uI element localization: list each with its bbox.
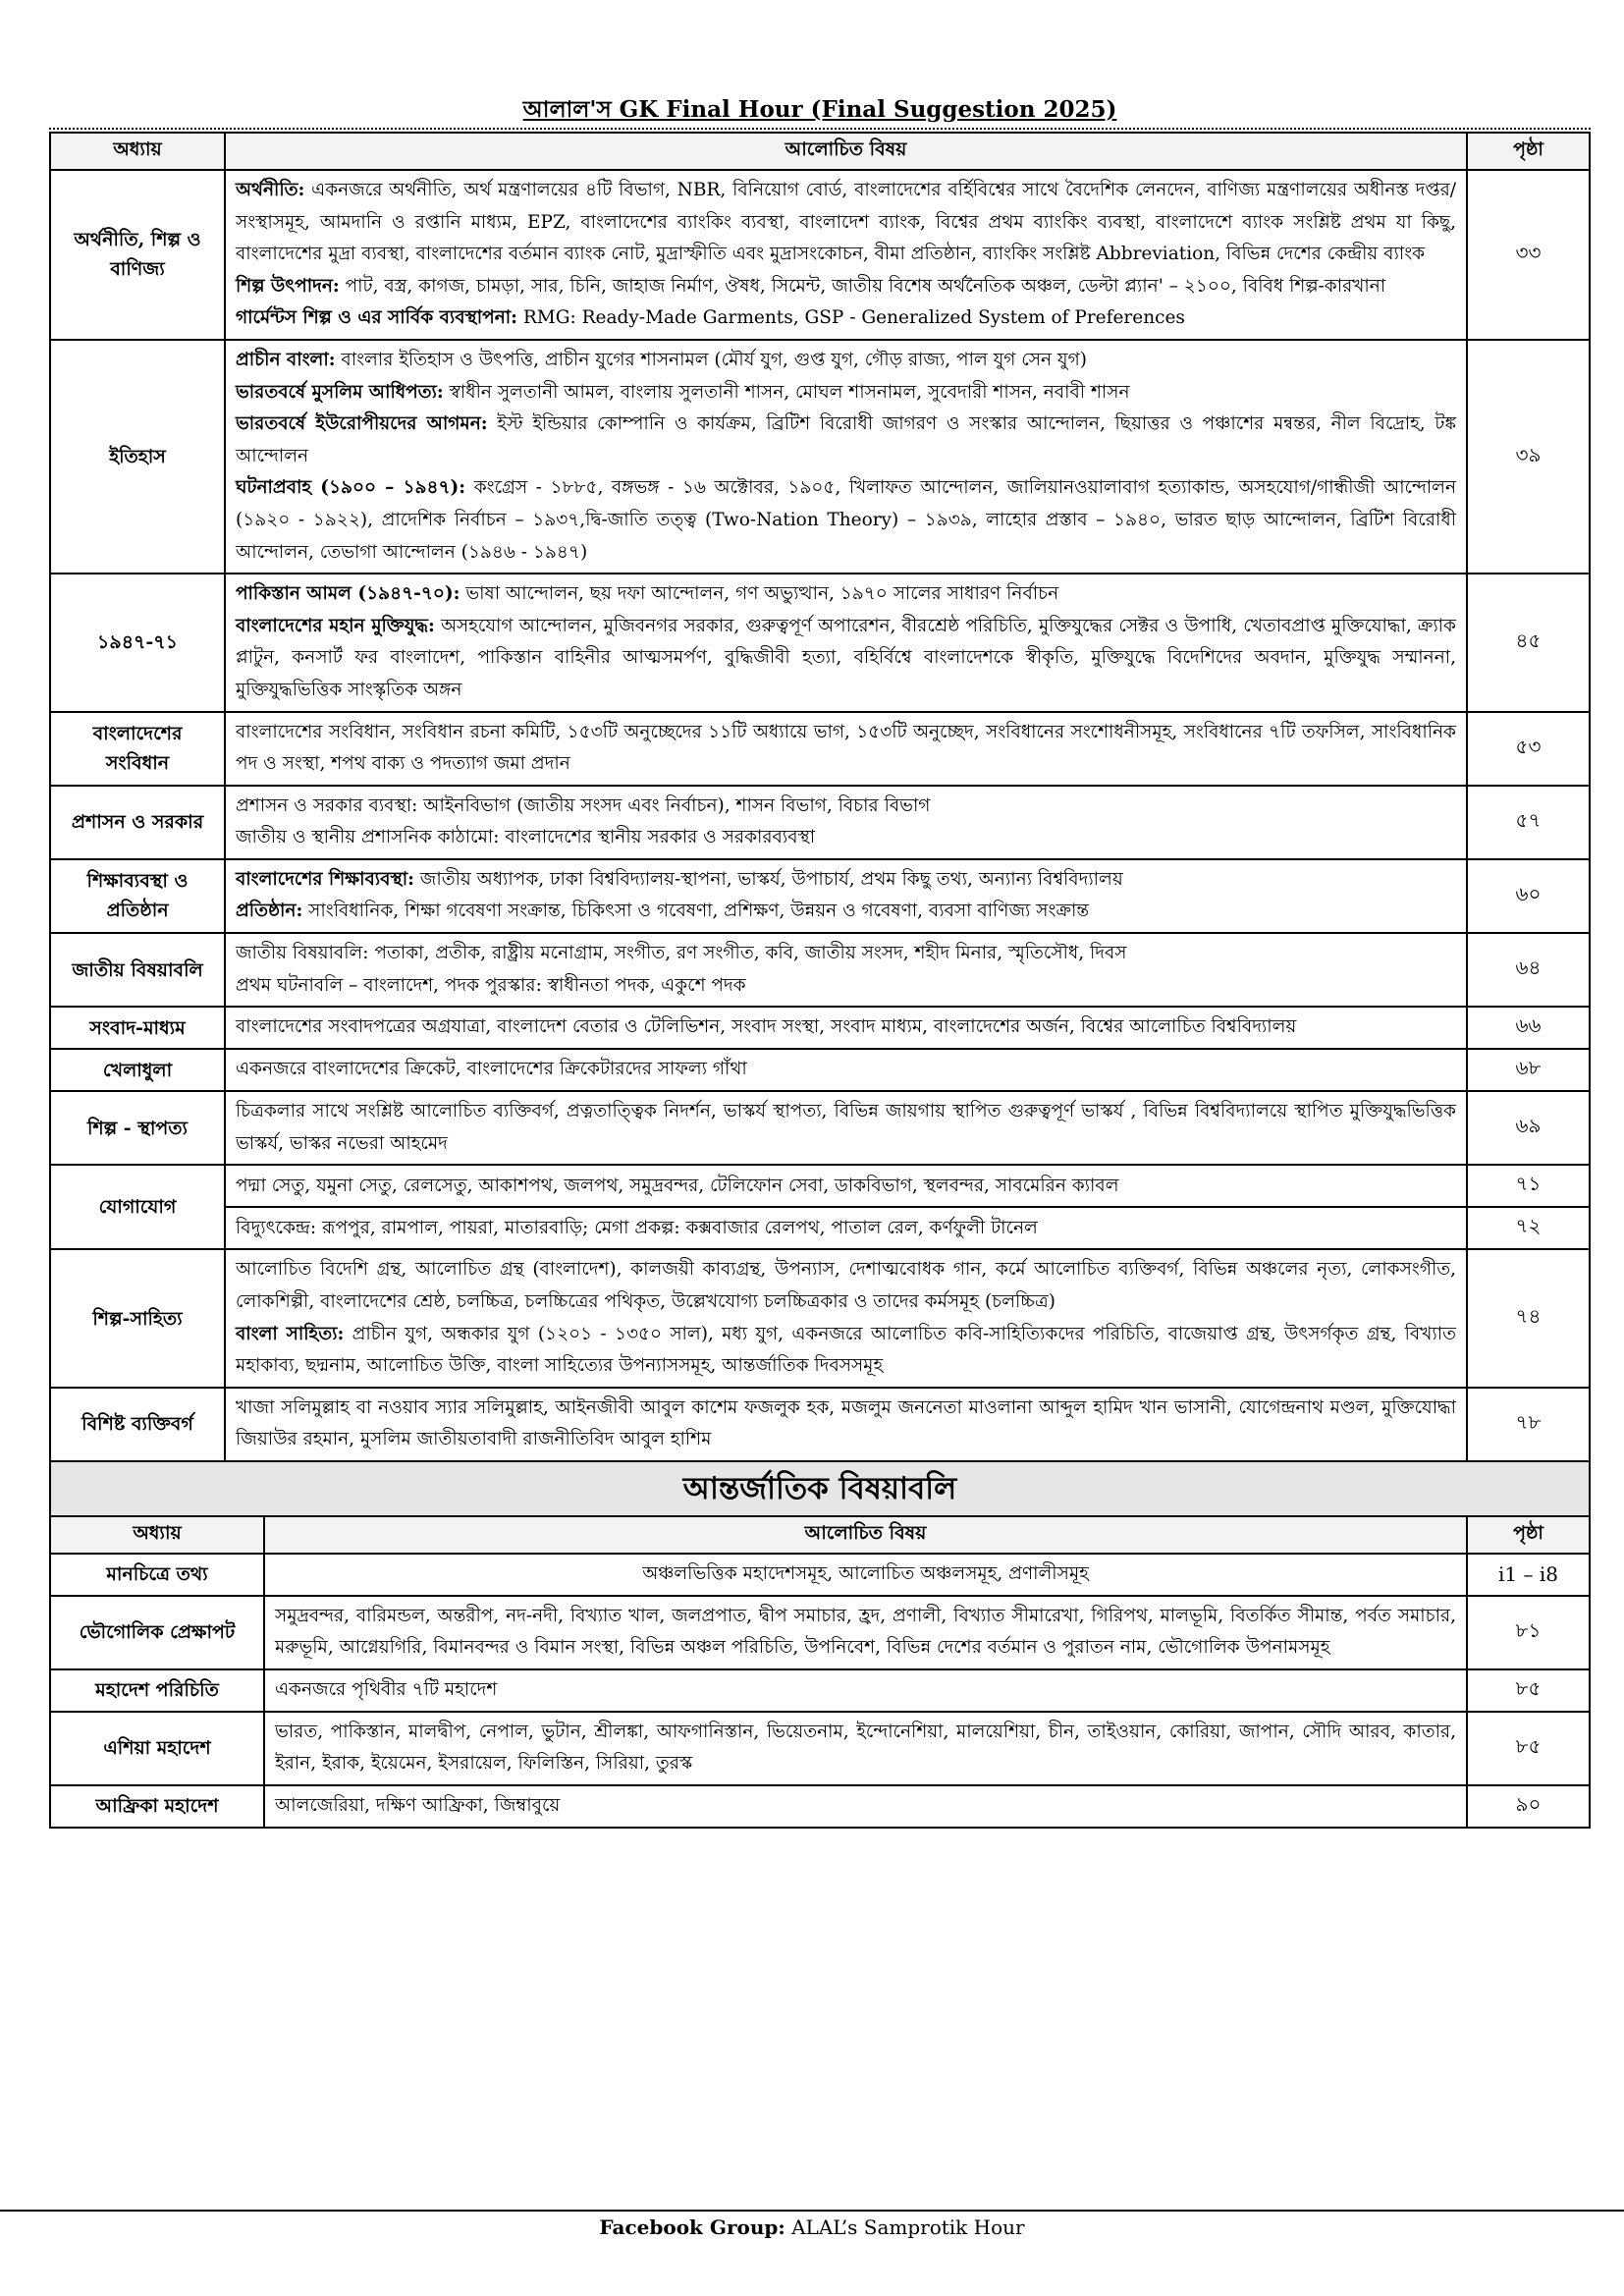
topic-text: ভাষা আন্দোলন, ছয় দফা আন্দোলন, গণ অভ্যুত্থান, ১৯৭০ সালের সাধারণ নির্বাচন	[460, 583, 1059, 605]
topics-cell: আলজেরিয়া, দক্ষিণ আফ্রিকা, জিম্বাবুয়ে	[264, 1785, 1467, 1828]
chapter-cell: প্রশাসন ও সরকার	[50, 786, 225, 859]
table-row	[50, 1007, 1590, 1049]
footer-label: Facebook Group:	[599, 2215, 785, 2239]
topic-text: চিত্রকলার সাথে সংশ্লিষ্ট আলোচিত ব্যক্তিবর্গ, প্রত্নতাত্ত্বিক নিদর্শন, ভাস্কর্য স্থাপত্য, বিভিন্ন জায়গায় স্থাপিত গুরুত্বপূর্ণ ভাস্কর্য , বিভিন্ন বিশ্ববিদ্যালয়ে স্থাপিত মুক্তিযুদ্ধভিত্তিক ভাস্কর্য, ভাস্কর নভেরা আহমেদ	[236, 1101, 1456, 1154]
page-number: ৫৭	[1467, 786, 1590, 859]
chapter-cell: সংবাদ-মাধ্যম	[50, 1007, 225, 1049]
chapter-cell: যোগাযোগ	[50, 1165, 225, 1249]
topic-text: প্রথম ঘটনাবলি – বাংলাদেশ, পদক পুরস্কার: স্বাধীনতা পদক, একুশে পদক	[236, 974, 746, 996]
topic-label: ভারতবর্ষে মুসলিম আধিপত্য:	[236, 381, 444, 403]
topic-text: প্রশাসন ও সরকার ব্যবস্থা: আইনবিভাগ (জাতীয় সংসদ এবং নির্বাচন), শাসন বিভাগ, বিচার বিভাগ	[236, 794, 931, 816]
topic-label: গার্মেন্টস শিল্প ও এর সার্বিক ব্যবস্থাপনা:	[236, 307, 517, 329]
topic-text: জাতীয় বিষয়াবলি: পতাকা, প্রতীক, রাষ্ট্রীয় মনোগ্রাম, সংগীত, রণ সংগীত, কবি, জাতীয় সংসদ, শহীদ মিনার, স্মৃতিসৌধ, দিবস	[236, 943, 1127, 964]
topic-label: বাংলা সাহিত্য:	[236, 1323, 345, 1344]
chapter-cell: জাতীয় বিষয়াবলি	[50, 933, 225, 1007]
page-number: ৬৮	[1467, 1049, 1590, 1091]
col-header-topics: আলোচিত বিষয়	[225, 133, 1467, 170]
table-row	[50, 1165, 1590, 1207]
col-header-page: পৃষ্ঠা	[1467, 133, 1590, 170]
topics-cell	[225, 859, 1467, 933]
topic-line: আলোচিত বিদেশি গ্রন্থ, আলোচিত গ্রন্থ (বাংলাদেশ), কালজয়ী কাব্যগ্রন্থ, উপন্যাস, দেশাত্মবোধক গান, কর্মে আলোচিত ব্যক্তিবর্গ, বিভিন্ন অঞ্চলের নৃত্য, লোকসংগীত, লোকশিল্পী, বাংলাদেশের শ্রেষ্ঠ, চলচ্চিত্র, চলচ্চিত্রের পথিকৃত, উল্লেখযোগ্য চলচ্চিত্রকার ও তাদের কর্মসমূহ (চলচ্চিত্র)	[236, 1259, 1456, 1313]
col-header-topics: আলোচিত বিষয়	[264, 1516, 1467, 1554]
col-header-chapter: অধ্যায়	[50, 1516, 264, 1554]
topic-text: স্বাধীন সুলতানী আমল, বাংলায় সুলতানী শাসন, মোঘল শাসনামল, সুবেদারী শাসন, নবাবী শাসন	[443, 381, 1130, 403]
topic-text: বাংলাদেশের সংবিধান, সংবিধান রচনা কমিটি, ১৫৩টি অনুচ্ছেদের ১১টি অধ্যায়ে ভাগ, ১৫৩টি অনুচ্ছেদ, সংবিধানের সংশোধনীসমূহ, সংবিধানের ৭টি তফসিল, সাংবিধানিক পদ ও সংস্থা, শপথ বাক্য ও পদত্যাগ জমা প্রদান	[236, 721, 1456, 775]
topic-label: বাংলাদেশের শিক্ষাব্যবস্থা:	[236, 868, 414, 890]
topics-cell: অঞ্চলভিত্তিক মহাদেশসমূহ, আলোচিত অঞ্চলসমূহ, প্রণালীসমূহ	[264, 1554, 1467, 1596]
topics-cell	[225, 170, 1467, 340]
topic-text: একনজরে অর্থনীতি, অর্থ মন্ত্রণালয়ের ৪টি বিভাগ, NBR, বিনিয়োগ বোর্ড, বাংলাদেশের বর্হিবিশ্বের সাথে বৈদেশিক লেনদেন, বাণিজ্য মন্ত্রণালয়ের অধীনস্ত দপ্তর/সংস্থাসমূহ, আমদানি ও রপ্তানি মাধ্যম, EPZ, বাংলাদেশের ব্যাংকিং ব্যবস্থা, বাংলাদেশ ব্যাংক, বিশ্বের প্রথম ব্যাংকিং ব্যবস্থা, বাংলাদেশে ব্যাংক সংশ্লিষ্ট প্রথম যা কিছু, বাংলাদেশের মুদ্রা ব্যবস্থা, বাংলাদেশের বর্তমান ব্যাংক নোট, মুদ্রাস্ফীতি এবং মুদ্রাসংকোচন, বীমা প্রতিষ্ঠান, ব্যাংকিং সংশ্লিষ্ট Abbreviation, বিভিন্ন দেশের কেন্দ্রীয় ব্যাংক	[236, 180, 1456, 265]
topic-label: ভারতবর্ষে ইউরোপীয়দের আগমন:	[236, 413, 488, 435]
topics-cell: বিদ্যুৎকেন্দ্র: রূপপুর, রামপাল, পায়রা, মাতারবাড়ি; মেগা প্রকল্প: কক্সবাজার রেলপথ, পাতাল রেল, কর্ণফুলী টানেল	[225, 1207, 1467, 1249]
topics-cell	[225, 574, 1467, 711]
national-topics-table	[49, 132, 1591, 1462]
page-number: ৬৯	[1467, 1091, 1590, 1165]
table-row	[50, 1091, 1590, 1165]
dotted-divider	[49, 128, 1591, 130]
table-row	[50, 340, 1590, 574]
page-number: ৬৬	[1467, 1007, 1590, 1049]
topic-label: অর্থনীতি:	[236, 180, 305, 200]
topics-cell: খাজা সলিমুল্লাহ বা নওয়াব স্যার সলিমুল্লাহ, আইনজীবী আবুল কাশেম ফজলুক হক, মজলুম জননেতা মাওলানা আব্দুল হামিদ খান ভাসানী, যোগেন্দ্রনাথ মণ্ডল, মুক্তিযোদ্ধা জিয়াউর রহমান, মুসলিম জাতীয়তাবাদী রাজনীতিবিদ আবুল হাশিম	[225, 1388, 1467, 1461]
col-header-page: পৃষ্ঠা	[1467, 1516, 1590, 1554]
page-number: ৭১	[1467, 1165, 1590, 1207]
page-number: ৮৫	[1467, 1669, 1590, 1712]
table-row	[50, 574, 1590, 711]
chapter-cell: ১৯৪৭-৭১	[50, 574, 225, 711]
topic-text: অসহযোগ আন্দোলন, মুজিবনগর সরকার, গুরুত্বপূর্ণ অপারেশন, বীরশ্রেষ্ঠ পরিচিতি, মুক্তিযুদ্ধের সেক্টর ও উপাধি, খেতাবপ্রাপ্ত মুক্তিযোদ্ধা, ক্র্যাক প্লাটুন, কনসার্ট ফর বাংলাদেশ, পাকিস্তান বাহিনীর আত্মসমর্পণ, বুদ্ধিজীবী হত্যা, বহির্বিশ্বে বাংলাদেশকে স্বীকৃতি, মুক্তিযুদ্ধে বিদেশিদের অবদান, মুক্তিযুদ্ধ সম্মাননা, মুক্তিযুদ্ধভিত্তিক সাংস্কৃতিক অঙ্গন	[236, 615, 1456, 700]
page-number: ৯০	[1467, 1785, 1590, 1828]
chapter-cell: মহাদেশ পরিচিতি	[50, 1669, 264, 1712]
table-row	[50, 1207, 1590, 1249]
page-number: ৮৫	[1467, 1712, 1590, 1785]
col-header-chapter: অধ্যায়	[50, 133, 225, 170]
chapter-cell: অর্থনীতি, শিল্প ও বাণিজ্য	[50, 170, 225, 340]
table-header-row	[50, 133, 1590, 170]
page-number: ৭৪	[1467, 1249, 1590, 1387]
topic-text: RMG: Ready-Made Garments, GSP - Generalized System of Preferences	[516, 307, 1185, 329]
table-row	[50, 1049, 1590, 1091]
page-number: ৭২	[1467, 1207, 1590, 1249]
topics-cell	[225, 1007, 1467, 1049]
topic-text: একনজরে বাংলাদেশের ক্রিকেট, বাংলাদেশের ক্রিকেটারদের সাফল্য গাঁথা	[236, 1059, 747, 1080]
topics-cell	[225, 786, 1467, 859]
table-row	[50, 1669, 1590, 1712]
page-number: i1 – i8	[1467, 1554, 1590, 1596]
page-number: ৬০	[1467, 859, 1590, 933]
table-header-row	[50, 1516, 1590, 1554]
topic-text: ইস্ট ইন্ডিয়ার কোম্পানি ও কার্যক্রম, ব্রিটিশ বিরোধী জাগরণ ও সংস্কার আন্দোলন, ছিয়াত্তর ও পঞ্চাশের মন্বন্তর, নীল বিদ্রোহ, টঙ্ক আন্দোলন	[236, 413, 1457, 466]
table-row	[50, 933, 1590, 1007]
table-row	[50, 859, 1590, 933]
table-row	[50, 786, 1590, 859]
topics-cell	[225, 712, 1467, 786]
topic-text: জাতীয় অধ্যাপক, ঢাকা বিশ্ববিদ্যালয়-স্থাপনা, ভাস্কর্য, উপাচার্য, প্রথম কিছু তথ্য, অন্যান্য বিশ্ববিদ্যালয়	[413, 868, 1123, 890]
international-section-heading: আন্তর্জাতিক বিষয়াবলি	[49, 1462, 1591, 1515]
table-row	[50, 712, 1590, 786]
chapter-cell: খেলাধুলা	[50, 1049, 225, 1091]
topics-cell	[225, 1049, 1467, 1091]
topics-cell	[225, 933, 1467, 1007]
topic-label: বাংলাদেশের মহান মুক্তিযুদ্ধ:	[236, 615, 435, 636]
topics-cell: ভারত, পাকিস্তান, মালদ্বীপ, নেপাল, ভুটান, শ্রীলঙ্কা, আফগানিস্তান, ভিয়েতনাম, ইন্দোনেশিয়া, মালয়েশিয়া, চীন, তাইওয়ান, কোরিয়া, জাপান, সৌদি আরব, কাতার, ইরান, ইরাক, ইয়েমেন, ইসরায়েল, ফিলিস্তিন, সিরিয়া, তুরস্ক	[264, 1712, 1467, 1785]
topics-cell	[225, 1249, 1467, 1387]
footer	[0, 2210, 1624, 2239]
chapter-cell: এশিয়া মহাদেশ	[50, 1712, 264, 1785]
table-row	[50, 170, 1590, 340]
topic-text: বাংলার ইতিহাস ও উৎপত্তি, প্রাচীন যুগের শাসনামল (মৌর্য যুগ, গুপ্ত যুগ, গৌড় রাজ্য, পাল যুগ সেন যুগ)	[335, 349, 1087, 370]
topic-label: প্রতিষ্ঠান:	[236, 901, 303, 922]
page-number: ৮১	[1467, 1596, 1590, 1669]
topic-text: সাংবিধানিক, শিক্ষা গবেষণা সংক্রান্ত, চিকিৎসা ও গবেষণা, প্রশিক্ষণ, উন্নয়ন ও গবেষণা, ব্যবসা বাণিজ্য সংক্রান্ত	[302, 901, 1090, 922]
topic-text: কংগ্রেস - ১৮৮৫, বঙ্গভঙ্গ - ১৬ অক্টোবর, ১৯০৫, খিলাফত আন্দোলন, জালিয়ানওয়ালাবাগ হত্যাকান্ড, অসহযোগ/গান্ধীজী আন্দোলন (১৯২০ - ১৯২২), প্রাদেশিক নির্বাচন – ১৯৩৭,দ্বি-জাতি তত্ত্ব (Two-Nation Theory) – ১৯৩৯, লাহোর প্রস্তাব – ১৯৪০, ভারত ছাড় আন্দোলন, ব্রিটিশ বিরোধী আন্দোলন, তেভাগা আন্দোলন (১৯৪৬ - ১৯৪৭)	[236, 477, 1457, 563]
document-page	[49, 96, 1591, 1829]
page-number: ৫৩	[1467, 712, 1590, 786]
footer-text: ALAL’s Samprotik Hour	[785, 2215, 1025, 2239]
page-number: ৭৮	[1467, 1388, 1590, 1461]
topic-label: প্রাচীন বাংলা:	[236, 349, 336, 370]
chapter-cell: ভৌগোলিক প্রেক্ষাপট	[50, 1596, 264, 1669]
table-row	[50, 1596, 1590, 1669]
chapter-cell: শিল্প - স্থাপত্য	[50, 1091, 225, 1165]
topic-text: প্রাচীন যুগ, অন্ধকার যুগ (১২০১ - ১৩৫০ সাল), মধ্য যুগ, একনজরে আলোচিত কবি-সাহিত্যিকদের পরিচিতি, বাজেয়াপ্ত গ্রন্থ, উৎসর্গকৃত গ্রন্থ, বিখ্যাত মহাকাব্য, ছদ্মনাম, আলোচিত উক্তি, বাংলা সাহিত্যের উপন্যাসসমূহ, আন্তর্জাতিক দিবসসমূহ	[236, 1323, 1456, 1377]
page-number: ৪৫	[1467, 574, 1590, 711]
table-row	[50, 1249, 1590, 1387]
chapter-cell: ইতিহাস	[50, 340, 225, 574]
chapter-cell: মানচিত্রে তথ্য	[50, 1554, 264, 1596]
chapter-cell: শিক্ষাব্যবস্থা ও প্রতিষ্ঠান	[50, 859, 225, 933]
topic-label: ঘটনাপ্রবাহ (১৯০০ – ১৯৪৭):	[236, 477, 466, 499]
topics-cell: পদ্মা সেতু, যমুনা সেতু, রেলসেতু, আকাশপথ, জলপথ, সমুদ্রবন্দর, টেলিফোন সেবা, ডাকবিভাগ, স্থলবন্দর, সাবমেরিন ক্যাবল	[225, 1165, 1467, 1207]
table-row	[50, 1388, 1590, 1461]
page-number: ৩৩	[1467, 170, 1590, 340]
topics-cell: সমুদ্রবন্দর, বারিমন্ডল, অন্তরীপ, নদ-নদী, বিখ্যাত খাল, জলপ্রপাত, দ্বীপ সমাচার, হ্রদ, প্রণালী, বিখ্যাত সীমারেখা, গিরিপথ, মালভূমি, বিতর্কিত সীমান্ত, পর্বত সমাচার, মরুভূমি, আগ্নেয়গিরি, বিমানবন্দর ও বিমান সংস্থা, বিভিন্ন অঞ্চল পরিচিতি, উপনিবেশ, বিভিন্ন দেশের বর্তমান ও পুরাতন নাম, ভৌগোলিক উপনামসমূহ	[264, 1596, 1467, 1669]
topic-text: পাট, বস্ত্র, কাগজ, চামড়া, সার, চিনি, জাহাজ নির্মাণ, ঔষধ, সিমেন্ট, জাতীয় বিশেষ অর্থনৈতিক অঞ্চল, ডেল্টা প্ল্যান' – ২১০০, বিবিধ শিল্প-কারখানা	[339, 275, 1386, 297]
table-row	[50, 1785, 1590, 1828]
table-row	[50, 1712, 1590, 1785]
topic-label: পাকিস্তান আমল (১৯৪৭-৭০):	[236, 583, 460, 605]
international-topics-table	[49, 1515, 1591, 1829]
topics-cell	[225, 1091, 1467, 1165]
chapter-cell: বিশিষ্ট ব্যক্তিবর্গ	[50, 1388, 225, 1461]
chapter-cell: শিল্প-সাহিত্য	[50, 1249, 225, 1387]
table-row	[50, 1554, 1590, 1596]
page-number: ৩৯	[1467, 340, 1590, 574]
chapter-cell: বাংলাদেশের সংবিধান	[50, 712, 225, 786]
page-title: আলাল'স GK Final Hour (Final Suggestion 2025)	[522, 96, 1117, 123]
topics-cell: একনজরে পৃথিবীর ৭টি মহাদেশ	[264, 1669, 1467, 1712]
chapter-cell: আফ্রিকা মহাদেশ	[50, 1785, 264, 1828]
topic-text: জাতীয় ও স্থানীয় প্রশাসনিক কাঠামো: বাংলাদেশের স্থানীয় সরকার ও সরকারব্যবস্থা	[236, 827, 816, 848]
topics-cell	[225, 340, 1467, 574]
page-number: ৬৪	[1467, 933, 1590, 1007]
topic-label: শিল্প উৎপাদন:	[236, 275, 340, 297]
topic-text: বাংলাদেশের সংবাদপত্রের অগ্রযাত্রা, বাংলাদেশ বেতার ও টেলিভিশন, সংবাদ সংস্থা, সংবাদ মাধ্যম, বাংলাদেশের অর্জন, বিশ্বের আলোচিত বিশ্ববিদ্যালয়	[236, 1016, 1297, 1038]
